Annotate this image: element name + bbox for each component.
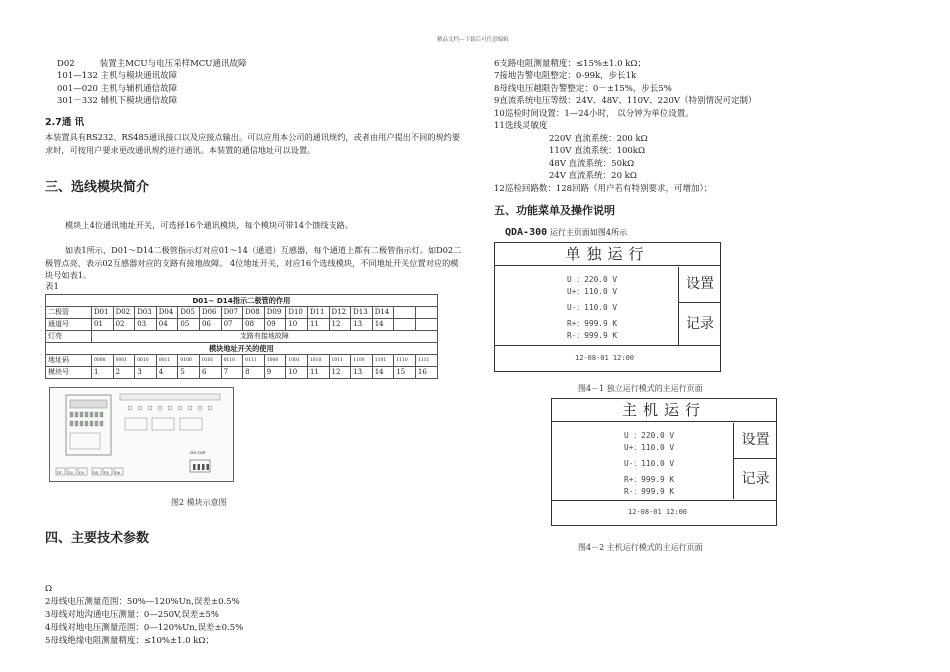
sensitivity-line: 24V 直流系统：20 kΩ [549, 171, 637, 181]
readings-block [624, 430, 674, 498]
table-cell: 0011 [156, 355, 178, 367]
records-button[interactable]: 记录 [733, 459, 777, 499]
table-cell: 10 [286, 319, 308, 331]
table-cell: 11 [307, 367, 329, 379]
table-cell-empty [394, 319, 416, 331]
table-cell: 06 [199, 319, 221, 331]
led-label: D4 [93, 471, 99, 475]
code-desc: 装置主MCU与电压采样MCU通讯故障 [99, 59, 247, 69]
code-label: 101—132 [57, 71, 98, 81]
table-cell: 16 [415, 367, 437, 379]
param-line: 5母线绝缘电阻测量精度：≤10%±1.0 kΩ； [45, 636, 214, 646]
figure-4-1-caption: 图4－1 独立运行模式的主运行页面 [578, 384, 703, 393]
table-cell: 6 [199, 367, 221, 379]
param-line: 10巡检时间设置：1—24小时， 以分钟为单位设置。 [494, 109, 694, 119]
model-name: QDA-300 [505, 227, 548, 238]
param-line: 7接地告警电阻整定：0-99k，步长1k [494, 71, 637, 81]
table-cell: 12 [329, 367, 351, 379]
sensitivity-line: 220V 直流系统：200 kΩ [549, 134, 648, 144]
table-cell: D07 [221, 307, 243, 319]
table-cell: D05 [178, 307, 200, 319]
reading-r-minus: R-：999.9 K [567, 331, 618, 340]
row-label: 灯亮 [46, 331, 92, 343]
table-cell: 02 [113, 319, 135, 331]
table-cell: 1010 [307, 355, 329, 367]
param-line: 11选线灵敏度 [494, 121, 548, 131]
table-cell: 0110 [221, 355, 243, 367]
table-row [46, 367, 438, 379]
table-cell: 11 [307, 319, 329, 331]
table-cell: D12 [329, 307, 351, 319]
led-label: D6 [115, 471, 121, 475]
table-cell: 1000 [264, 355, 286, 367]
table-cell: 14 [372, 367, 394, 379]
param-line: 4母线对地电压测量范围：0—120%Un,误差±0.5% [45, 623, 244, 633]
figure-4-2-caption: 图4－2 主机运行模式的主运行页面 [578, 543, 703, 552]
table-cell: 03 [135, 319, 157, 331]
table-cell: 0101 [199, 355, 221, 367]
row-label: 通道号 [46, 319, 92, 331]
table-cell: 10 [286, 367, 308, 379]
table-cell: 0010 [135, 355, 157, 367]
table-cell: 07 [221, 319, 243, 331]
reading-u: U ：220.0 V [624, 431, 675, 440]
row-label: 二极管 [46, 307, 92, 319]
table-title-row [46, 343, 438, 355]
param-line: 3母线对地沟通电压测量：0—250V,误差±5% [45, 610, 220, 620]
dip-switch-label: ON DIP [190, 450, 206, 455]
light-meaning: 支路有接地故障 [92, 331, 438, 343]
readings-block [567, 274, 617, 342]
reading-r-plus: R+：999.9 K [567, 319, 618, 328]
screen-title: 主机运行 [552, 399, 776, 422]
table-cell: 15 [394, 367, 416, 379]
screen-datetime: 12-08-01 12:00 [495, 345, 720, 370]
table-cell-empty [415, 307, 437, 319]
code-desc: 主机与辅机通信故障 [100, 84, 178, 94]
table-cell: 08 [243, 319, 265, 331]
led-label: D2 [68, 471, 74, 475]
param-line: 2母线电压测量范围：50%—120%Un,误差±0.5% [45, 597, 240, 607]
reading-u-minus: U-：110.0 V [567, 303, 618, 312]
table-cell: 1110 [394, 355, 416, 367]
table-cell-empty [415, 319, 437, 331]
param-line: 6支路电阻测量精度：≤15%±1.0 kΩ； [494, 59, 646, 69]
reading-u-plus: U+：110.0 V [624, 443, 675, 452]
standalone-run-screen [494, 242, 721, 372]
table-cell: 1111 [415, 355, 437, 367]
table-row [46, 307, 438, 319]
table-cell: 05 [178, 319, 200, 331]
master-run-screen [551, 398, 777, 526]
table-cell: 5 [178, 367, 200, 379]
model-description: 运行主页面如图4所示 [549, 228, 627, 237]
row-label: 模块号 [46, 367, 92, 379]
table-cell: 1100 [351, 355, 373, 367]
screen-title: 单独运行 [495, 243, 720, 266]
module-board-figure [49, 387, 234, 482]
section-3-para-1: 模块上4位通讯地址开关，可选择16个通讯模块，每个模块可带14个馈线支路。 [65, 220, 354, 230]
table-cell: D04 [156, 307, 178, 319]
section-5-title: 五、功能菜单及操作说明 [494, 204, 615, 217]
table-cell: 1101 [372, 355, 394, 367]
table-cell: 3 [135, 367, 157, 379]
table-cell: D14 [372, 307, 394, 319]
table-cell: 2 [113, 367, 135, 379]
table-title-row [46, 295, 438, 307]
table-cell: D08 [243, 307, 265, 319]
table-cell: D01 [92, 307, 114, 319]
param-line: 12巡检回路数：128回路（用户若有特别要求，可增加）； [494, 184, 713, 194]
table-cell: 1011 [329, 355, 351, 367]
section-3-para-2: 如表1所示，D01～D14二极管指示灯对应01～14（通道）互感器，每个通道上都有二极管指示灯。如D02二极管点亮，表示02互感器对应的支路有接地故障。 4位地址开关，对应16个选线模块，不同地址开关位置对应的模块号如表1。 [45, 245, 462, 280]
table-cell: 4 [156, 367, 178, 379]
code-row-3 [57, 83, 177, 96]
section-2-7-text: 本装置具有RS232、RS485通讯接口以及应接点输出。可以应用本公司的通讯规约，或者由用户提出不同的规约要求时，可按用户要求更改通讯规约进行通讯。本装置的通信地址可以设置。 [45, 132, 461, 155]
table-title-address: 模块地址开关的使用 [46, 343, 438, 355]
table-cell: D11 [307, 307, 329, 319]
table-cell: D02 [113, 307, 135, 319]
row-label: 地址码 [46, 355, 92, 367]
table-row [46, 319, 438, 331]
diode-table [45, 294, 438, 379]
led-label: D1 [57, 471, 63, 475]
reading-u: U ：220.0 V [567, 275, 618, 284]
table-title-diodes: D01~ D14指示二极管的作用 [46, 295, 438, 307]
led-label: D5 [104, 471, 110, 475]
reading-u-plus: U+：110.0 V [567, 287, 618, 296]
settings-button[interactable]: 设置 [678, 267, 721, 303]
table-cell: D06 [199, 307, 221, 319]
code-row-1 [57, 58, 246, 71]
table-cell: 9 [264, 367, 286, 379]
reading-r-plus: R+：999.9 K [624, 475, 675, 484]
section-3-title: 三、选线模块简介 [45, 180, 150, 195]
page-header: 精品文档---下载后可任意编辑 [437, 37, 509, 43]
table-cell: D10 [286, 307, 308, 319]
table-cell: D03 [135, 307, 157, 319]
table-row [46, 355, 438, 367]
table-cell: 09 [264, 319, 286, 331]
table-cell: 0111 [243, 355, 265, 367]
table-row [46, 331, 438, 343]
param-line: 9直流系统电压等级：24V、48V、110V、220V（特别情况可定制） [494, 96, 757, 106]
code-desc: 主机与模块通讯故障 [100, 71, 178, 81]
qda-intro [505, 227, 627, 238]
settings-button[interactable]: 设置 [733, 423, 777, 459]
table-cell: 14 [372, 319, 394, 331]
table-cell: D09 [264, 307, 286, 319]
table-cell: 8 [243, 367, 265, 379]
code-label: 001—020 [57, 84, 98, 94]
section-2-7-title: 2.7通 讯 [45, 117, 85, 128]
table-cell: 0100 [178, 355, 200, 367]
figure-2-caption: 图2 模块示意图 [171, 498, 227, 507]
code-label: D02 [57, 59, 75, 69]
table-cell: 12 [329, 319, 351, 331]
table-cell: 1 [92, 367, 114, 379]
led-label: D3 [79, 471, 85, 475]
sensitivity-line: 110V 直流系统：100kΩ [549, 146, 645, 156]
reading-u-minus: U-：110.0 V [624, 459, 675, 468]
code-row-2 [57, 70, 177, 83]
circuit-board-illustration [50, 388, 233, 481]
table-cell: 0001 [113, 355, 135, 367]
table-cell: 1001 [286, 355, 308, 367]
table-cell: 0000 [92, 355, 114, 367]
table-label: 表1 [45, 282, 59, 292]
reading-r-minus: R-：999.9 K [624, 487, 675, 496]
table-cell-empty [394, 307, 416, 319]
param-line: 8母线电压越限告警整定：0－±15%，步长5% [494, 84, 672, 94]
section-4-title: 四、主要技术参数 [45, 531, 150, 546]
param-line: Ω [45, 584, 53, 594]
records-button[interactable]: 记录 [678, 303, 721, 345]
code-label: 301－332 [57, 96, 98, 106]
table-cell: 04 [156, 319, 178, 331]
sensitivity-line: 48V 直流系统：50kΩ [549, 159, 635, 169]
table-cell: 7 [221, 367, 243, 379]
table-cell: 01 [92, 319, 114, 331]
table-cell: 13 [351, 367, 373, 379]
table-cell: D13 [351, 307, 373, 319]
table-cell: 13 [351, 319, 373, 331]
code-row-4 [57, 95, 177, 108]
screen-datetime: 12-08-01 12:00 [552, 500, 776, 524]
code-desc: 辅机下模块通信故障 [100, 96, 178, 106]
